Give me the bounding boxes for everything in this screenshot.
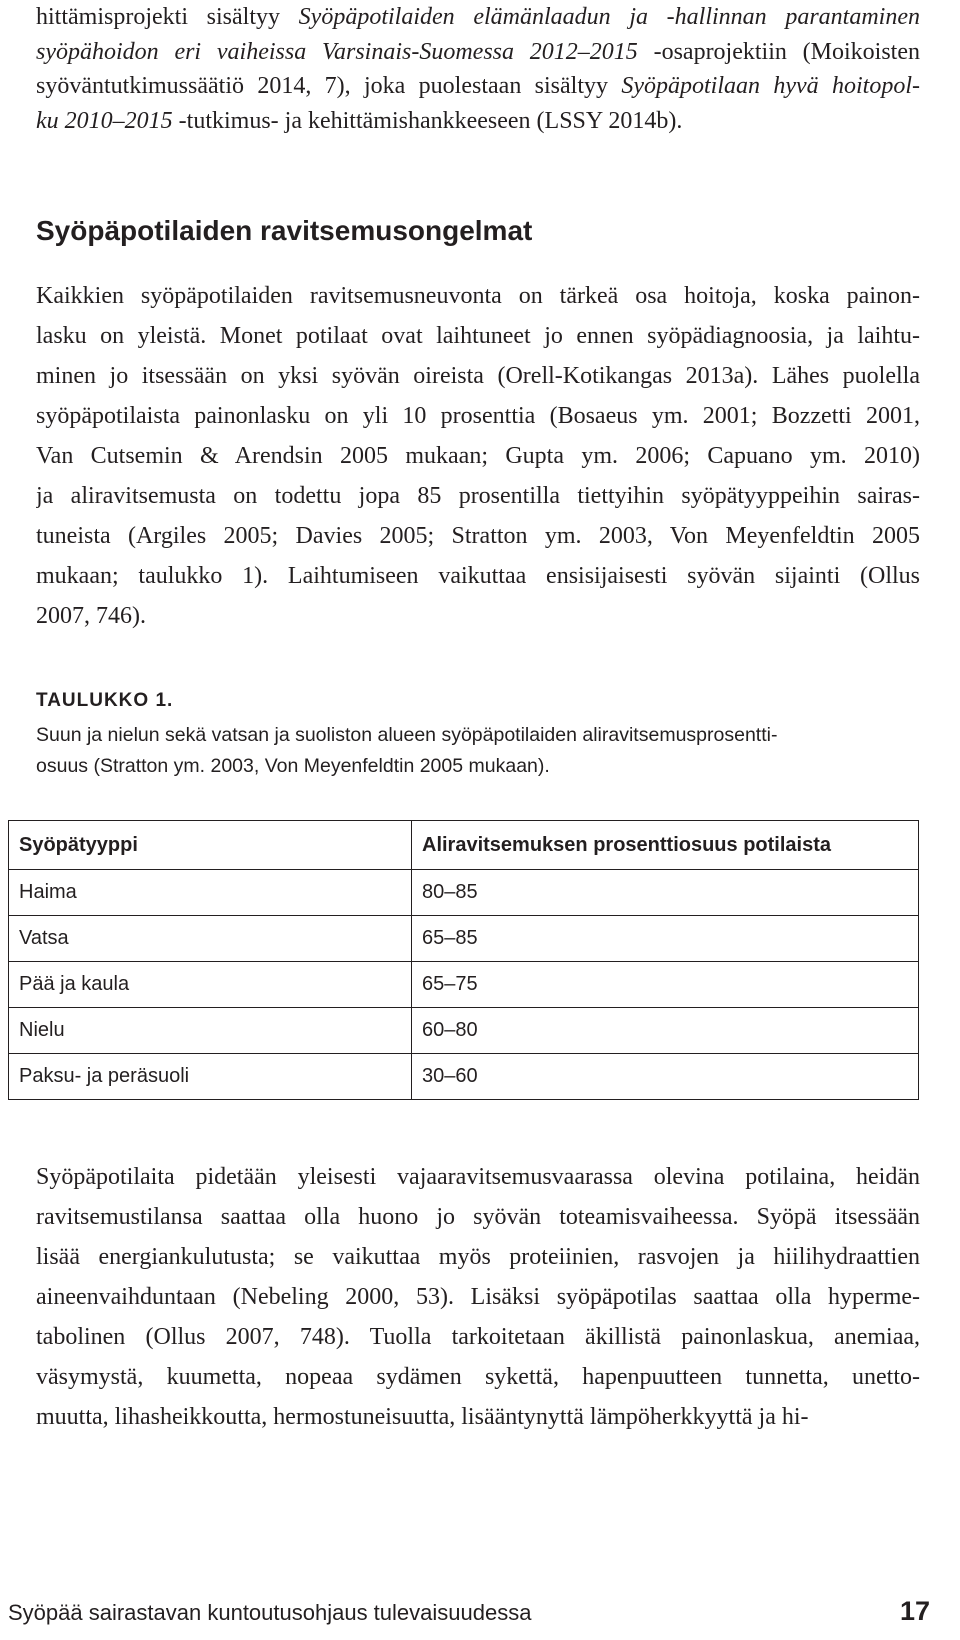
cell-cancer-type: Paksu- ja peräsuoli [9, 1054, 412, 1100]
page-footer [8, 1596, 930, 1630]
paragraph-line: mukaan; taulukko 1). Laihtumiseen vaikuttaa ensisijaisesti syövän sijainti (Ollus [36, 563, 920, 589]
paragraph-line: Syöpäpotilaita pidetään yleisesti vajaaravitsemusvaarassa olevina potilaina, heidän [36, 1164, 920, 1190]
intro-italic-title: Syöpäpotilaan hyvä hoitopol- [621, 73, 920, 99]
intro-text: -tutkimus- ja kehittämishankkeeseen (LSSY 2014b). [172, 107, 683, 134]
table-caption-label: TAULUKKO 1. [36, 690, 174, 711]
paragraph-line: Van Cutsemin & Arendsin 2005 mukaan; Gupta ym. 2006; Capuano ym. 2010) [36, 443, 920, 469]
intro-italic-title: syöpähoidon eri vaiheissa Varsinais-Suomessa 2012–2015 [36, 38, 638, 65]
cell-percentage: 65–85 [412, 916, 919, 962]
cell-cancer-type: Vatsa [9, 916, 412, 962]
intro-line [36, 35, 920, 70]
cell-percentage: 65–75 [412, 962, 919, 1008]
table-caption-line: osuus (Stratton ym. 2003, Von Meyenfeldtin 2005 mukaan). [36, 755, 550, 777]
table-row [9, 870, 919, 916]
paragraph-risk [36, 1157, 920, 1437]
paragraph-line: 2007, 746). [36, 603, 146, 629]
paragraph-line: syöpäpotilaista painonlasku on yli 10 prosenttia (Bosaeus ym. 2001; Bozzetti 2001, [36, 403, 920, 429]
paragraph-line: lasku on yleistä. Monet potilaat ovat laihtuneet jo ennen syöpädiagnoosia, ja laihtu- [36, 323, 920, 349]
cell-cancer-type: Nielu [9, 1008, 412, 1054]
table-row [9, 1008, 919, 1054]
paragraph-line: Kaikkien syöpäpotilaiden ravitsemusneuvonta on tärkeä osa hoitoja, koska painon- [36, 283, 920, 309]
header-cancer-type: Syöpätyyppi [9, 821, 412, 870]
intro-text: hittämisprojekti sisältyy [36, 4, 299, 30]
paragraph-line: ja aliravitsemusta on todettu jopa 85 prosentilla tiettyihin syöpätyyppeihin sairas- [36, 483, 920, 509]
table-row [9, 916, 919, 962]
section-heading: Syöpäpotilaiden ravitsemusongelmat [36, 215, 533, 246]
intro-italic-title: Syöpäpotilaiden elämänlaadun ja -hallinnan parantaminen [298, 4, 920, 30]
intro-text: -osaprojektiin (Moikoisten [637, 38, 920, 65]
cell-percentage: 80–85 [412, 870, 919, 916]
table-caption-text [36, 720, 936, 782]
page-number: 17 [899, 1596, 930, 1626]
intro-line [36, 0, 920, 35]
intro-line [36, 69, 920, 104]
malnutrition-table [8, 820, 919, 1100]
table-row [9, 962, 919, 1008]
paragraph-line: väsymystä, kuumetta, nopeaa sydämen sykettä, hapenpuutteen tunnetta, unetto- [36, 1364, 920, 1390]
paragraph-line: lisää energiankulutusta; se vaikuttaa myös proteiinien, rasvojen ja hiilihydraattien [36, 1244, 920, 1270]
paragraph-line: aineenvaihduntaan (Nebeling 2000, 53). Lisäksi syöpäpotilas saattaa olla hyperme- [36, 1284, 920, 1310]
paragraph-line: tuneista (Argiles 2005; Davies 2005; Stratton ym. 2003, Von Meyenfeldtin 2005 [36, 523, 920, 549]
cell-cancer-type: Pää ja kaula [9, 962, 412, 1008]
paragraph-line: ravitsemustilansa saattaa olla huono jo syövän toteamisvaiheessa. Syöpä itsessään [36, 1204, 920, 1230]
intro-paragraph [36, 0, 920, 138]
paragraph-line: minen jo itsessään on yksi syövän oireista (Orell-Kotikangas 2013a). Lähes puolella [36, 363, 920, 389]
table-caption-line: Suun ja nielun sekä vatsan ja suoliston alueen syöpäpotilaiden aliravitsemusprosentti- [36, 724, 778, 746]
paragraph-line: tabolinen (Ollus 2007, 748). Tuolla tarkoitetaan äkillistä painonlaskua, anemiaa, [36, 1324, 920, 1350]
cell-percentage: 60–80 [412, 1008, 919, 1054]
intro-line [36, 104, 920, 139]
table-row [9, 1054, 919, 1100]
table-header-row [9, 821, 919, 870]
paragraph-line: muutta, lihasheikkoutta, hermostuneisuutta, lisääntynyttä lämpöherkkyyttä ja hi- [36, 1404, 809, 1430]
intro-text: syöväntutkimussäätiö 2014, 7), joka puolestaan sisältyy [36, 73, 622, 99]
intro-italic-title: ku 2010–2015 [36, 107, 173, 134]
footer-title: Syöpää sairastavan kuntoutusohjaus tulevaisuudessa [8, 1600, 532, 1625]
header-malnutrition-percentage: Aliravitsemuksen prosenttiosuus potilaista [412, 821, 919, 870]
cell-cancer-type: Haima [9, 870, 412, 916]
paragraph-nutrition [36, 276, 920, 636]
cell-percentage: 30–60 [412, 1054, 919, 1100]
